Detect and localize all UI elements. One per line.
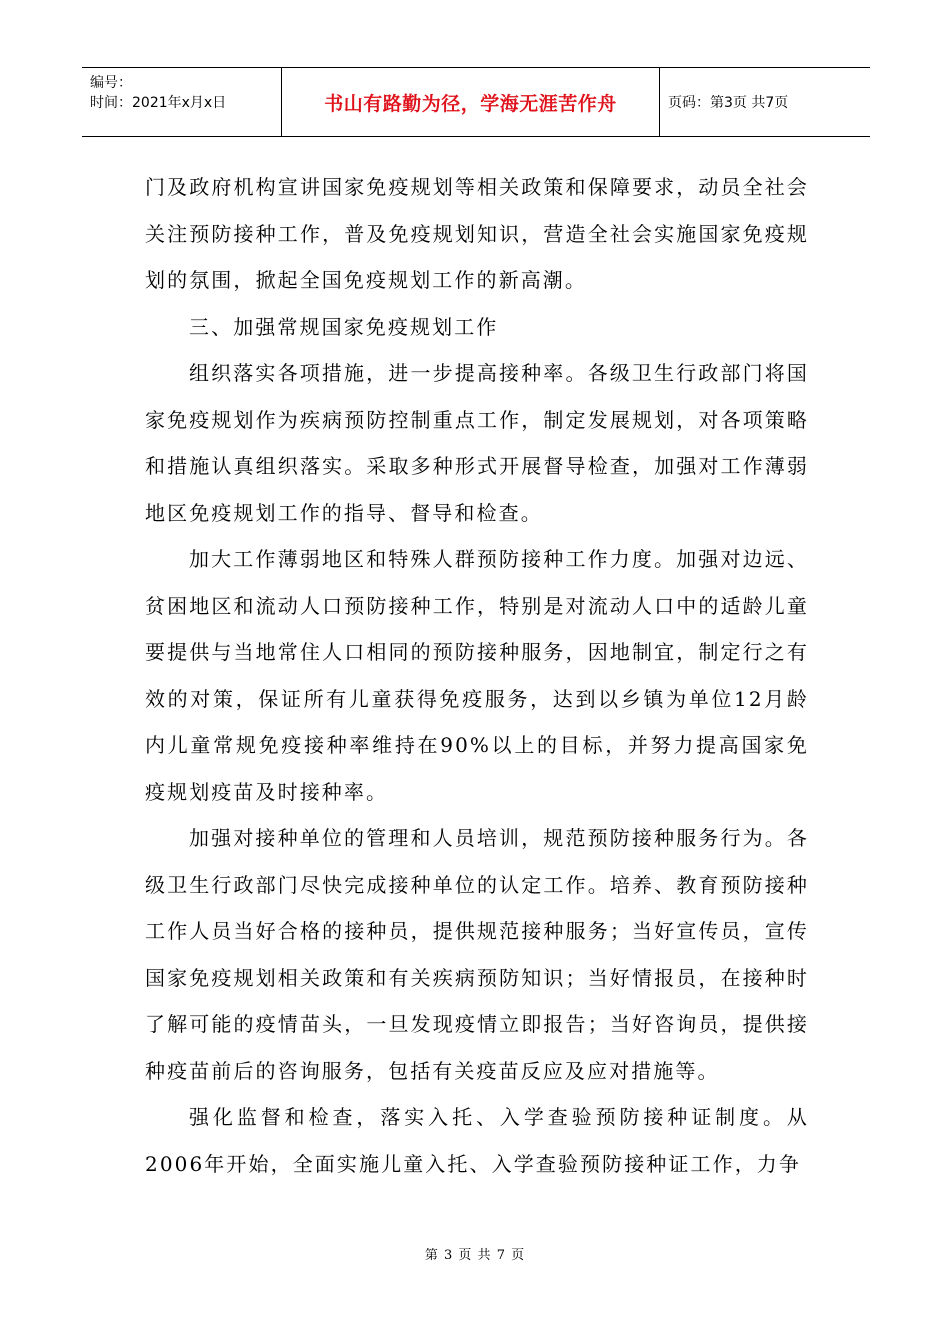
header-motto: 书山有路勤为径，学海无涯苦作舟 xyxy=(324,92,617,115)
footer-page-number: 第 3 页 共 7 页 xyxy=(424,1248,526,1263)
header-meta-cell xyxy=(82,68,282,136)
page-header xyxy=(82,67,870,137)
header-motto-cell xyxy=(282,68,660,136)
paragraph: 加大工作薄弱地区和特殊人群预防接种工作力度。加强对边远、贫困地区和流动人口预防接种工作，特别是对流动人口中的适龄儿童要提供与当地常住人口相同的预防接种服务，因地制宜，制定行之有效的对策，保证所有儿童获得免疫服务，达到以乡镇为单位12月龄内儿童常规免疫接种率维持在90%以上的目标，并努力提高国家免疫规划疫苗及时接种率。 xyxy=(145,547,809,804)
document-body xyxy=(145,164,809,1187)
page-footer xyxy=(0,1244,950,1263)
paragraph: 强化监督和检查，落实入托、入学查验预防接种证制度。从2006年开始，全面实施儿童入托、入学查验预防接种证工作，力争 xyxy=(145,1105,809,1176)
paragraph-continued: 门及政府机构宣讲国家免疫规划等相关政策和保障要求，动员全社会关注预防接种工作，普及免疫规划知识，营造全社会实施国家免疫规划的氛围，掀起全国免疫规划工作的新高潮。 xyxy=(145,175,809,292)
document-time-label: 时间：2021年x月x日 xyxy=(90,95,227,111)
header-page-info-cell xyxy=(660,68,870,136)
paragraph: 组织落实各项措施，进一步提高接种率。各级卫生行政部门将国家免疫规划作为疾病预防控制重点工作，制定发展规划，对各项策略和措施认真组织落实。采取多种形式开展督导检查，加强对工作薄弱地区免疫规划工作的指导、督导和检查。 xyxy=(145,361,809,525)
paragraph: 加强对接种单位的管理和人员培训，规范预防接种服务行为。各级卫生行政部门尽快完成接种单位的认定工作。培养、教育预防接种工作人员当好合格的接种员，提供规范接种服务；当好宣传员，宣传国家免疫规划相关政策和有关疾病预防知识；当好情报员，在接种时了解可能的疫情苗头，一旦发现疫情立即报告；当好咨询员，提供接种疫苗前后的咨询服务，包括有关疫苗反应及应对措施等。 xyxy=(145,826,809,1083)
document-code-label: 编号： xyxy=(90,75,132,91)
header-page-info: 页码：第3页 共7页 xyxy=(668,95,789,111)
section-heading: 三、加强常规国家免疫规划工作 xyxy=(189,314,499,339)
